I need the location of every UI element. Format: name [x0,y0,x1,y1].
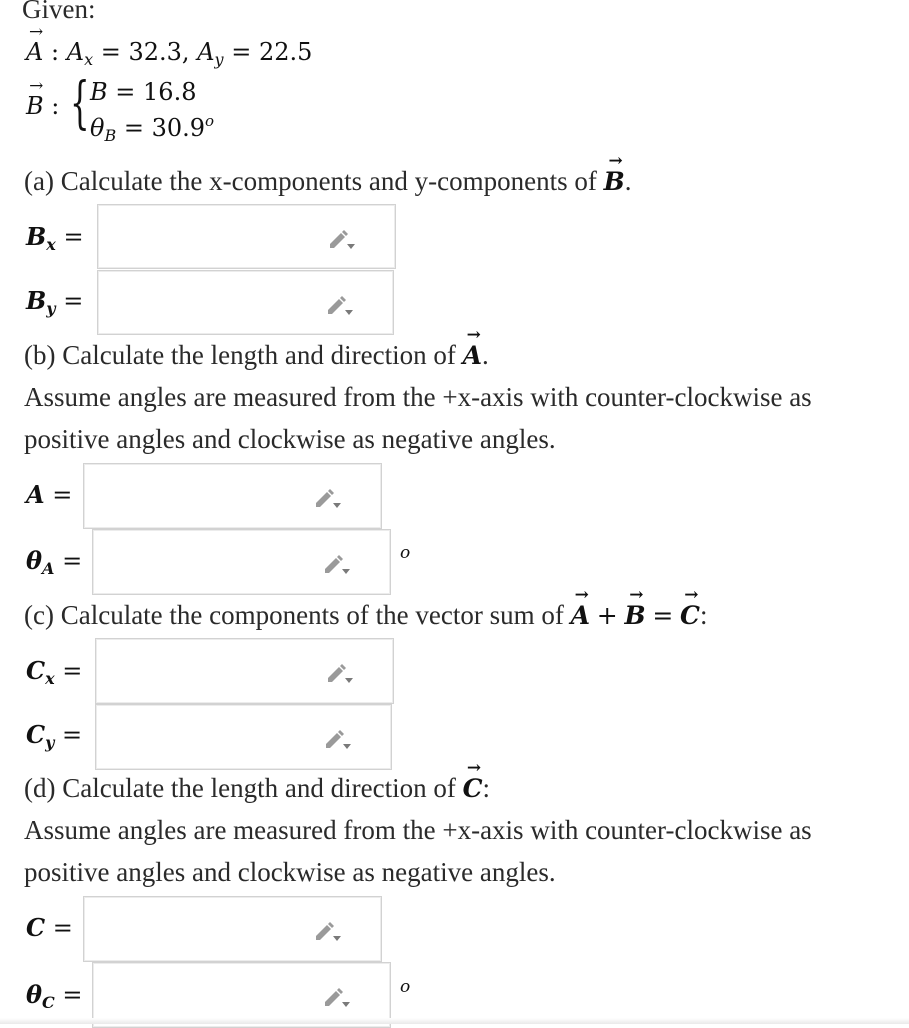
vector-b-symbol: B → [624,601,645,630]
c-mag-symbol: C [26,913,46,942]
cy-symbol: C [26,720,46,749]
theta-a-symbol: θ [26,546,43,575]
equals-sign: = [100,38,121,66]
theta-a-subscript: A [42,559,55,578]
cy-subscript: y [45,733,55,752]
part-b-text: (b) Calculate the length and direction of [24,340,456,370]
cy-input[interactable] [95,704,392,770]
colon: : [50,38,60,66]
part-d-prompt [24,773,490,804]
equals-sign: = [123,114,144,142]
given-vector-b [26,92,59,120]
pencil-dropdown-icon[interactable] [313,488,343,510]
part-d-note-line-1: Assume angles are measured from the +x-axis with counter-clockwise as [24,815,812,845]
pencil-dropdown-icon[interactable] [323,729,353,751]
pencil-dropdown-icon[interactable] [327,229,357,251]
equals-sign: = [62,721,83,749]
theta-a-degree-unit: o [400,543,411,563]
part-b-note-line-1: Assume angles are measured from the +x-axis with counter-clockwise as [24,382,812,412]
equals-sign: = [652,601,674,630]
part-c-prompt [24,600,707,631]
by-symbol: B [26,286,47,315]
theta-c-subscript: C [42,993,55,1012]
a-y-symbol: A [197,38,215,66]
pencil-dropdown-icon[interactable] [325,295,355,317]
equals-sign: = [62,657,83,685]
comma: , [181,38,190,66]
period: . [482,340,489,370]
cx-input[interactable] [95,638,394,704]
theta-b-subscript: B [104,126,117,145]
plus-sign: + [596,601,618,630]
equals-sign: = [52,914,73,942]
equals-sign: = [62,547,83,575]
part-a-prompt [24,166,631,197]
pencil-dropdown-icon[interactable] [322,554,352,576]
colon: : [51,92,60,120]
equals-sign: = [52,481,73,509]
vector-a-symbol: A → [463,341,482,370]
part-b-prompt [24,340,489,371]
cx-symbol: C [26,656,46,685]
colon: : [482,773,491,803]
a-x-symbol: A [66,38,85,66]
bx-symbol: B [26,222,47,251]
by-input[interactable] [97,270,394,335]
vector-c-symbol: C → [463,774,483,803]
a-mag-label [26,480,72,509]
b-mag-symbol: B [90,78,108,106]
vector-c-symbol: C → [680,601,700,630]
given-vector-a [26,38,312,69]
cx-label [26,656,82,688]
vector-a-symbol: A → [26,38,43,66]
cx-subscript: x [45,669,55,688]
bx-label [26,222,84,254]
a-mag-symbol: A [26,480,45,509]
a-x-value: 32.3 [128,38,182,66]
equals-sign: = [63,223,84,251]
part-c-text: (c) Calculate the components of the vector sum of [24,600,564,630]
a-magnitude-input[interactable] [83,463,382,529]
theta-b-symbol: θ [90,114,105,142]
degree-superscript: o [205,112,215,130]
vector-a-symbol: A → [571,601,590,630]
part-d-text: (d) Calculate the length and direction of [24,773,456,803]
c-mag-label [26,913,73,942]
cy-label [26,720,82,752]
theta-c-degree-unit: o [400,977,411,997]
a-y-subscript: y [214,50,224,69]
by-subscript: y [46,299,56,318]
part-d-note-line-2: positive angles and clockwise as negative angles. [24,857,556,887]
part-b-note-line-2: positive angles and clockwise as negative angles. [24,424,556,454]
equals-sign: = [231,38,252,66]
equals-sign: = [63,287,84,315]
part-a-text: (a) Calculate the x-components and y-components of [24,166,597,196]
left-brace: { [70,71,90,136]
given-heading: Given: [22,0,96,24]
bx-subscript: x [46,235,56,254]
c-magnitude-input[interactable] [83,896,382,962]
theta-a-input[interactable] [92,529,391,595]
a-y-value: 22.5 [258,38,313,66]
vector-b-symbol: B → [26,92,44,120]
theta-c-symbol: θ [26,980,43,1009]
colon: : [699,600,708,630]
b-angle-value: 30.9 [151,114,206,142]
pencil-dropdown-icon[interactable] [325,663,355,685]
period: . [624,166,632,196]
bottom-edge-shadow [0,1018,909,1024]
by-label [26,286,83,318]
theta-c-label [26,980,83,1012]
pencil-dropdown-icon[interactable] [322,987,352,1009]
b-magnitude-line [90,78,196,106]
b-mag-value: 16.8 [143,78,197,106]
equals-sign: = [62,981,83,1009]
a-x-subscript: x [84,50,94,69]
theta-a-label [26,546,82,578]
pencil-dropdown-icon[interactable] [313,921,343,943]
equals-sign: = [115,78,136,106]
bx-input[interactable] [97,204,396,269]
b-angle-line [90,112,214,145]
vector-b-symbol: B → [604,167,625,196]
